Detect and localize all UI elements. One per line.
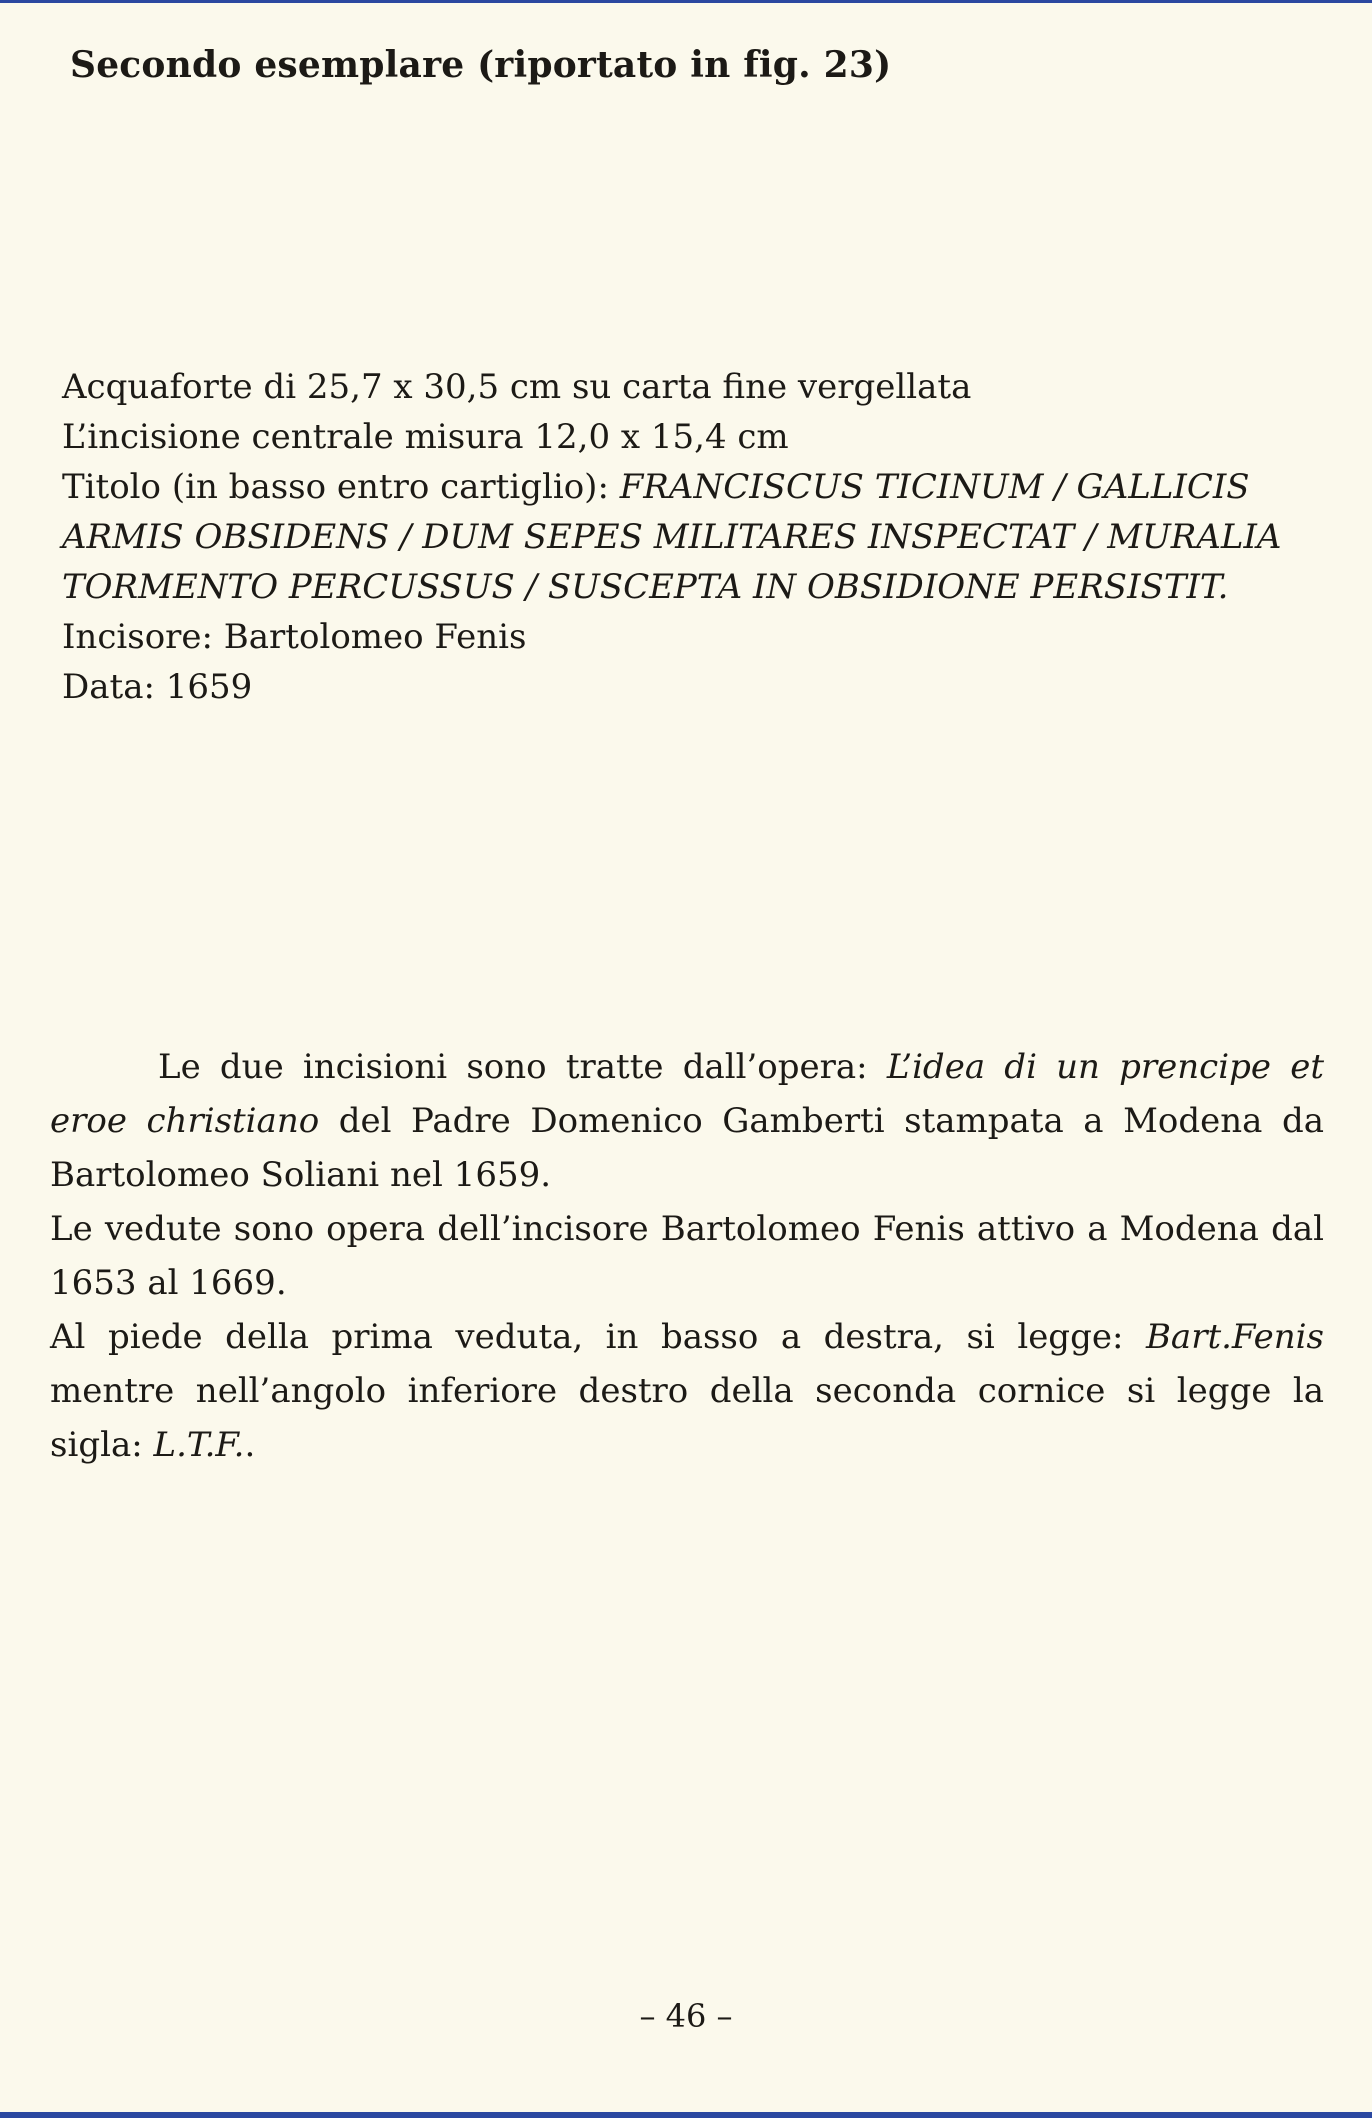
paragraph-signatures xyxy=(50,1310,1324,1472)
spec-medium: Acquaforte di 25,7 x 30,5 cm su carta fine vergellata xyxy=(62,367,972,407)
spec-central-size: L’incisione centrale misura 12,0 x 15,4 cm xyxy=(62,417,789,457)
signature-second: L.T.F. xyxy=(153,1425,245,1465)
paragraph-signatures-intro: Al piede della prima veduta, in basso a destra, si legge: xyxy=(50,1317,1146,1357)
scan-edge-bottom xyxy=(0,2112,1372,2118)
body-text xyxy=(50,1040,1324,1472)
paragraph-source-intro: Le due incisioni sono tratte dall’opera: xyxy=(158,1047,887,1087)
scan-edge-top xyxy=(0,0,1372,3)
paragraph-views: Le vedute sono opera dell’incisore Bartolomeo Fenis attivo a Modena dal 1653 al 1669. xyxy=(50,1209,1324,1303)
spec-title-label: Titolo (in basso entro cartiglio): xyxy=(62,467,620,507)
page-number: – 46 – xyxy=(639,1997,733,2035)
specifications-block xyxy=(62,362,1342,712)
spec-title xyxy=(62,462,1342,612)
spec-title-latin: FRANCISCUS TICINUM / GALLICIS ARMIS OBSIDENS / DUM SEPES MILITARES INSPECTAT / MURALIA TORMENTO PERCUSSUS / SUSCEPTA IN OBSIDIONE PERSISTIT. xyxy=(62,467,1282,607)
paragraph-source xyxy=(50,1040,1324,1202)
paragraph-signatures-mid: mentre nell’angolo inferiore destro della seconda cornice si legge la sigla: xyxy=(50,1371,1324,1465)
section-heading: Secondo esemplare (riportato in fig. 23) xyxy=(70,44,892,86)
paragraph-source-rest: del Padre Domenico Gamberti stampata a Modena da Bartolomeo Soliani nel 1659. xyxy=(50,1101,1324,1195)
spec-date: Data: 1659 xyxy=(62,667,253,707)
signature-first: Bart.Fenis xyxy=(1145,1317,1324,1357)
work-title: L’idea di un prencipe et eroe christiano xyxy=(50,1047,1324,1141)
spec-engraver: Incisore: Bartolomeo Fenis xyxy=(62,617,527,657)
paragraph-signatures-end: . xyxy=(244,1425,256,1465)
